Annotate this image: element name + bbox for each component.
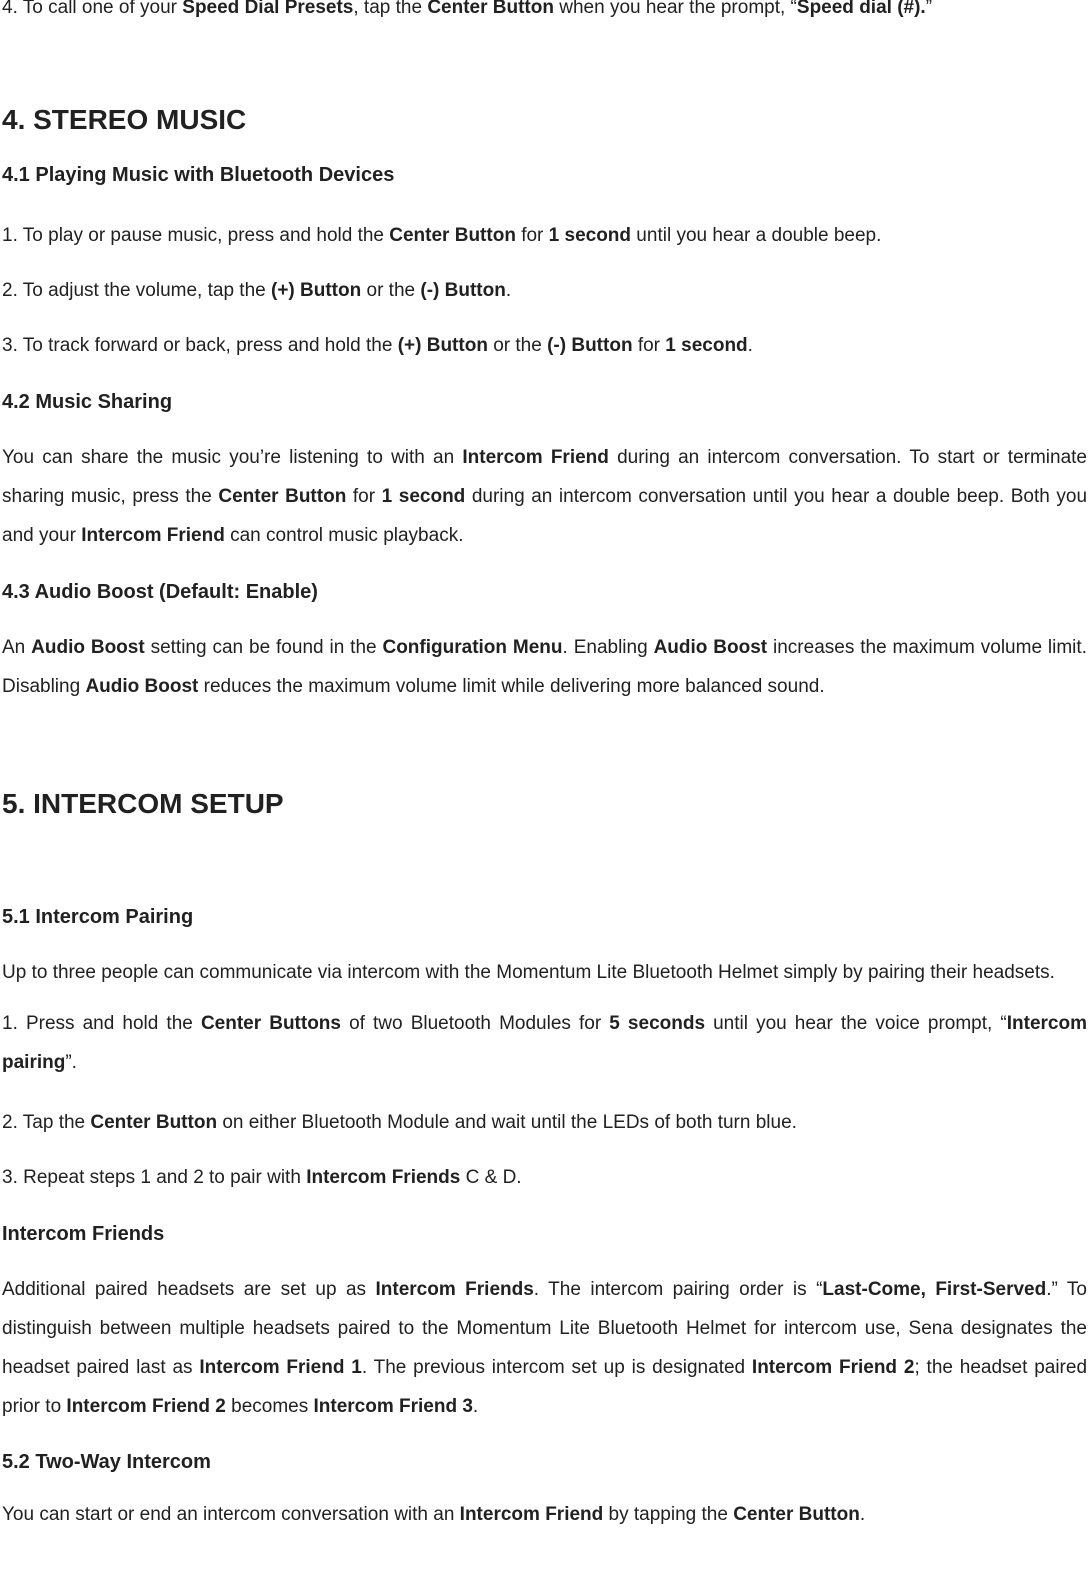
heading-intercom-friends: Intercom Friends [2,1223,165,1245]
text-segment: . [859,1504,866,1525]
text-segment: 3. Repeat steps 1 and 2 to pair with [2,1167,307,1188]
text-segment: . Enabling [562,637,654,658]
text-segment-bold: Center Buttons [200,1013,341,1034]
text-segment-bold: Audio Boost [31,637,145,658]
text-segment-bold: Configuration Menu [382,637,563,658]
text-segment-bold: Center Button [733,1504,860,1525]
text-segment-bold: Intercom Friends [375,1279,534,1300]
text-segment: . [747,335,753,356]
text-segment-bold: Intercom pairing [2,1013,1087,1073]
text-segment-bold: Intercom Friend 1 [199,1357,362,1378]
text-segment: . The previous intercom set up is designated [361,1357,752,1378]
paragraph-speed-dial [2,0,1087,27]
text-segment: You can share the music you’re listening to with an [2,447,463,468]
text-segment: setting can be found in the [144,637,383,658]
text-segment-bold: (-) Button [420,280,506,301]
text-segment: 1. To play or pause music, press and hold the [2,225,390,246]
text-segment-bold: Last-Come, First-Served [822,1279,1047,1300]
heading-intercom-pairing: 5.1 Intercom Pairing [2,906,194,928]
text-segment: during an intercom conversation until you hear a double beep. Both you and your [2,486,1088,546]
text-segment: , tap the [353,0,428,18]
text-segment: until you hear a double beep. [631,225,882,246]
text-segment: 1. Press and hold the [2,1013,201,1034]
text-segment: Up to three people can communicate via intercom with the Momentum Lite Bluetooth Helmet simply by pairing their headsets. [2,962,1055,983]
text-segment: . The intercom pairing order is “ [533,1279,823,1300]
music-step-3 [2,326,1087,365]
text-segment-bold: Speed dial (#). [796,0,926,18]
text-segment: on either Bluetooth Module and wait until the LEDs of both turn blue. [217,1112,797,1133]
text-segment: 2. To adjust the volume, tap the [2,280,271,301]
paragraph-music-sharing [2,438,1087,555]
text-segment: reduces the maximum volume limit while delivering more balanced sound. [198,676,825,697]
pairing-step-1 [2,1004,1087,1082]
text-segment: 2. Tap the [2,1112,91,1133]
pairing-step-3 [2,1158,1087,1197]
music-step-1 [2,216,1087,255]
text-segment-bold: Intercom Friend 3 [313,1396,473,1417]
heading-intercom-setup: 5. INTERCOM SETUP [2,788,284,819]
text-segment: for [632,335,666,356]
heading-music-sharing: 4.2 Music Sharing [2,391,173,413]
text-segment: increases the maximum volume limit. Disabling [2,637,1087,697]
text-segment: for [515,225,549,246]
text-segment: C & D. [460,1167,522,1188]
text-segment-bold: 1 second [665,335,748,356]
text-segment-bold: 5 seconds [609,1013,706,1034]
paragraph-two-way [2,1495,1087,1534]
text-segment-bold: Intercom Friend [462,447,609,468]
heading-playing-music: 4.1 Playing Music with Bluetooth Devices [2,164,395,186]
text-segment-bold: Intercom Friend 2 [66,1396,226,1417]
paragraph-audio-boost [2,628,1087,706]
pairing-step-2 [2,1103,1087,1142]
paragraph-pairing-intro [2,953,1087,992]
text-segment: Additional paired headsets are set up as [2,1279,376,1300]
text-segment: .” To distinguish between multiple headsets paired to the Momentum Lite Bluetooth Helmet for intercom use, Sena designates the headset paired last as [2,1279,1087,1378]
text-segment: ”. [65,1052,77,1073]
text-segment: or the [487,335,548,356]
text-segment: . [472,1396,479,1417]
text-segment-bold: (+) Button [271,280,362,301]
text-segment: or the [361,280,421,301]
text-segment: ” [925,0,933,18]
music-step-2 [2,271,1087,310]
text-segment-bold: 1 second [381,486,466,507]
paragraph-intercom-friends [2,1270,1087,1426]
text-segment-bold: Center Button [90,1112,218,1133]
text-segment-bold: (+) Button [397,335,488,356]
text-segment-bold: Audio Boost [653,637,768,658]
text-segment-bold: Intercom Friend [459,1504,604,1525]
text-segment-bold: Intercom Friend [81,525,225,546]
text-segment: until you hear the voice prompt, “ [705,1013,1007,1034]
text-segment-bold: Speed Dial Presets [182,0,354,18]
text-segment-bold: Center Button [389,225,516,246]
text-segment: 4. To call one of your [2,0,183,18]
text-segment-bold: Center Button [218,486,347,507]
text-segment: when you hear the prompt, “ [553,0,797,18]
text-segment-bold: Audio Boost [85,676,199,697]
heading-audio-boost: 4.3 Audio Boost (Default: Enable) [2,581,318,603]
text-segment: for [346,486,382,507]
text-segment-bold: (-) Button [547,335,633,356]
text-segment: ; the headset paired prior to [2,1357,1088,1417]
text-segment: during an intercom conversation. To start or terminate sharing music, press the [2,447,1087,507]
text-segment: by tapping the [603,1504,734,1525]
text-segment-bold: Intercom Friends [306,1167,461,1188]
text-segment: . [505,280,512,301]
heading-two-way: 5.2 Two-Way Intercom [2,1451,211,1473]
text-segment: You can start or end an intercom conversation with an [2,1504,460,1525]
heading-stereo-music: 4. STEREO MUSIC [2,104,247,135]
text-segment: can control music playback. [224,525,464,546]
text-segment-bold: 1 second [548,225,632,246]
text-segment: becomes [225,1396,314,1417]
text-segment: An [2,637,32,658]
text-segment: 3. To track forward or back, press and hold the [2,335,398,356]
text-segment-bold: Intercom Friend 2 [751,1357,915,1378]
text-segment: of two Bluetooth Modules for [340,1013,610,1034]
text-segment-bold: Center Button [427,0,554,18]
